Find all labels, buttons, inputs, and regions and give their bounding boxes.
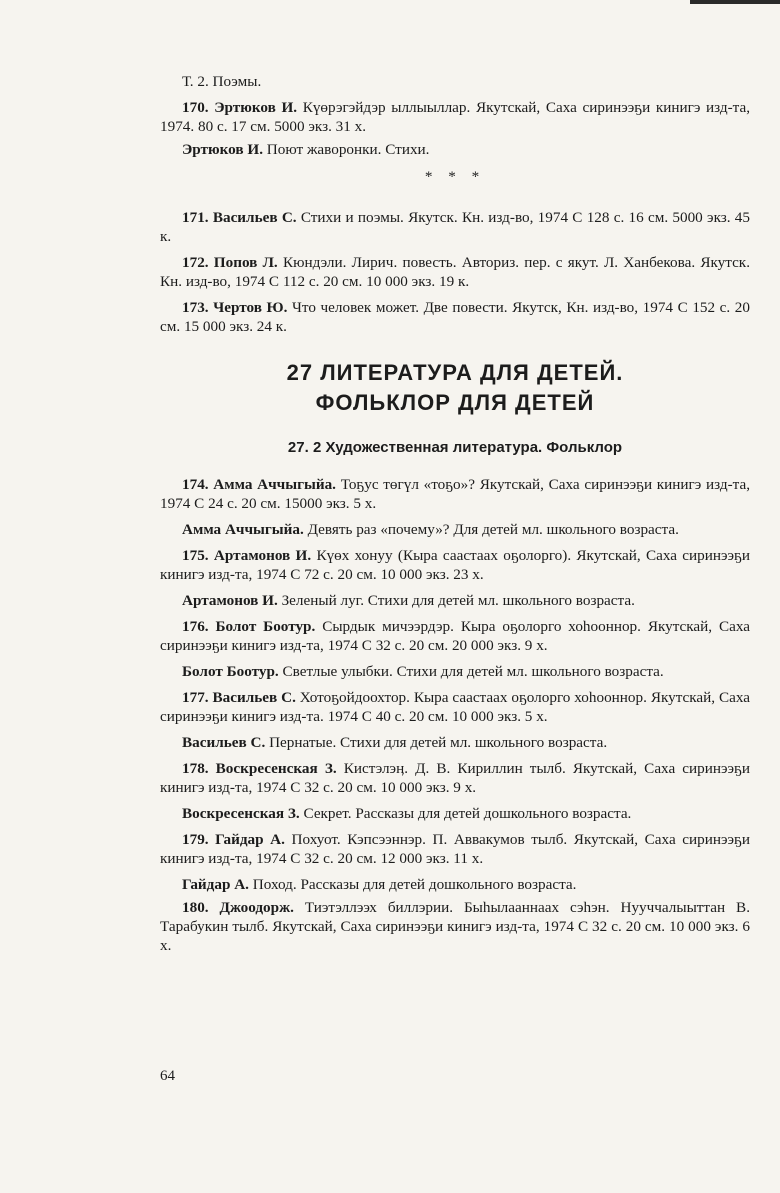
- entry-174-translation: Амма Аччыгыйа. Девять раз «почему»? Для детей мл. школьного возраста.: [182, 521, 679, 538]
- entry-178-translation: Воскресенская З. Секрет. Рассказы для детей дошкольного возраста.: [182, 805, 632, 822]
- page-content: [160, 72, 750, 962]
- entry-170: 170. Эртюков И. Күөрэгэйдэр ыллыыллар. Якутскай, Саха сиринээҕи кинигэ изд-та, 1974. 80 с. 17 см. 5000 экз. 31 х.: [160, 99, 750, 135]
- entry-176: 176. Болот Боотур. Сырдык мичээрдэр. Кыра оҕолорго хоһооннор. Якутскай, Саха сиринээҕи кинигэ изд-та, 1974 С 32 с. 20 см. 20 000 экз. 9 х.: [160, 618, 750, 654]
- separator-stars: * * *: [424, 168, 486, 185]
- entry-173: 173. Чертов Ю. Что человек может. Две повести. Якутск, Кн. изд-во, 1974 С 152 с. 20 см. 15 000 экз. 24 к.: [160, 299, 750, 335]
- entry-174: 174. Амма Аччыгыйа. Тоҕус төгүл «тоҕо»? Якутскай, Саха сиринээҕи кинигэ изд-та, 1974 С 24 с. 20 см. 15000 экз. 5 х.: [160, 476, 750, 512]
- entry-175-translation: Артамонов И. Зеленый луг. Стихи для детей мл. школьного возраста.: [182, 592, 635, 609]
- entry-170-translation: Эртюков И. Поют жаворонки. Стихи.: [182, 141, 430, 158]
- entry-172: 172. Попов Л. Кюндэли. Лирич. повесть. Авториз. пер. с якут. Л. Ханбекова. Якутск. Кн. изд-во, 1974 С 112 с. 20 см. 10 000 экз. 19 к.: [160, 254, 750, 290]
- section-heading-line2: ФОЛЬКЛОР ДЛЯ ДЕТЕЙ: [315, 390, 595, 415]
- entry-180: 180. Джоодорж. Тиэтэллээх биллэрии. Быһылааннаах сэһэн. Нууччалыыттан В. Тарабукин тылб. Якутскай, Саха сиринээҕи кинигэ изд-та, 1974 С 32 с. 20 см. 10 000 экз. 6 х.: [160, 899, 750, 954]
- entry-177: 177. Васильев С. Хотоҕойдоохтор. Кыра саастаах оҕолорго хоһооннор. Якутскай, Саха сиринээҕи кинигэ изд-та. 1974 С 40 с. 20 см. 10 000 экз. 5 х.: [160, 689, 750, 725]
- entry-vol2: Т. 2. Поэмы.: [182, 73, 262, 90]
- section-subheading: 27. 2 Художественная литература. Фольклор: [287, 439, 623, 456]
- entry-179: 179. Гайдар А. Похуот. Кэпсээннэр. П. Аввакумов тылб. Якутскай, Саха сиринээҕи кинигэ изд-та, 1974 С 32 с. 20 см. 12 000 экз. 11 х.: [160, 831, 750, 867]
- section-heading-line1: 27 ЛИТЕРАТУРА ДЛЯ ДЕТЕЙ.: [286, 360, 624, 385]
- entry-179-translation: Гайдар А. Поход. Рассказы для детей дошкольного возраста.: [182, 876, 577, 893]
- entry-176-translation: Болот Боотур. Светлые улыбки. Стихи для детей мл. школьного возраста.: [182, 663, 664, 680]
- section-heading: [160, 358, 750, 418]
- entry-175: 175. Артамонов И. Күөх хонуу (Кыра саастаах оҕолорго). Якутскай, Саха сиринээҕи кинигэ изд-та, 1974 С 72 с. 20 см. 10 000 экз. 23 х.: [160, 547, 750, 583]
- entry-171: 171. Васильев С. Стихи и поэмы. Якутск. Кн. изд-во, 1974 С 128 с. 16 см. 5000 экз. 45 к.: [160, 209, 750, 245]
- entry-178: 178. Воскресенская З. Кистэлэӊ. Д. В. Кириллин тылб. Якутскай, Саха сиринээҕи кинигэ изд-та, 1974 С 32 с. 20 см. 10 000 экз. 9 х.: [160, 760, 750, 796]
- page-edge-mark: [690, 0, 780, 4]
- entry-177-translation: Васильев С. Пернатые. Стихи для детей мл. школьного возраста.: [182, 734, 608, 751]
- page-number: 64: [160, 1068, 175, 1084]
